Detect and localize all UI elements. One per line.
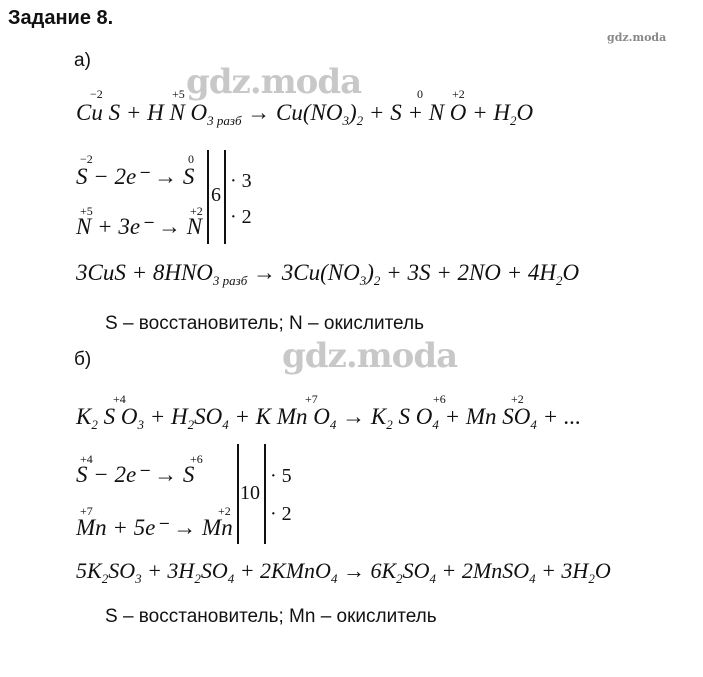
part-b-label: б) (74, 349, 92, 370)
watermark-small: gdz.moda (607, 31, 667, 44)
ox-state-n-product: +2 (452, 87, 465, 101)
bal-a-mult2: · 2 (230, 206, 252, 228)
ox-state-n: +5 (172, 87, 185, 101)
bal-a-lcm: 6 (211, 184, 221, 206)
ox-state-s-b: +4 (113, 392, 126, 406)
bal-a-mult1: · 3 (230, 170, 252, 192)
bal-b-line2: Mn + 5e⁻ → Mn (76, 515, 233, 540)
conclusion-b: S – восстановитель; Mn – окислитель (105, 606, 437, 627)
balance-a-divider-2 (224, 150, 226, 244)
bal-b-ox-mn1: +7 (80, 504, 93, 518)
bal-b-lcm: 10 (240, 482, 260, 504)
bal-b-ox-s2: +6 (190, 452, 203, 466)
final-equation-b: $5K_2SO_3 + 3H_2SO_4$ + 2KMnO$_4$ → $6K_2SO_4$ + 2MnSO$_4$ + $3H_2O$ (76, 558, 611, 586)
ox-state-mn: +7 (305, 392, 318, 406)
ox-state-s-product: 0 (417, 87, 423, 101)
bal-a-line2: N + 3e⁻ → N (76, 214, 203, 239)
bal-b-mult1: · 5 (270, 465, 292, 487)
watermark-big-b: gdz.moda (282, 336, 458, 376)
bal-a-line1: S − 2e⁻ → S (76, 164, 195, 189)
bal-a-ox-n1: +5 (80, 204, 93, 218)
final-equation-a: $3CuS + 8HNO_{3 разб} \to 3Cu(NO_3)_2 + 3S + 2NO + 4H_2O$ (76, 260, 580, 288)
bal-a-ox-s1: −2 (80, 152, 93, 166)
ox-state-s: −2 (90, 87, 103, 101)
conclusion-a: S – восстановитель; N – окислитель (105, 313, 424, 334)
bal-b-ox-s1: +4 (80, 452, 93, 466)
bal-b-ox-mn2: +2 (218, 504, 231, 518)
part-a-label: а) (74, 50, 91, 71)
task-title: Задание 8. (8, 7, 114, 29)
ox-state-mn-product: +2 (511, 392, 524, 406)
ox-state-s-b-product: +6 (433, 392, 446, 406)
bal-a-ox-n2: +2 (190, 204, 203, 218)
bal-b-mult2: · 2 (270, 503, 292, 525)
watermark-big-a: gdz.moda (186, 62, 362, 102)
balance-b-divider-2 (264, 444, 266, 544)
equation-a: Cu S + H N $O_{3 разб} \to Cu(NO_3)_2 + S + N$ $O + H_2O$ (76, 100, 534, 128)
balance-a-divider-1 (207, 150, 209, 244)
balance-b-divider-1 (237, 444, 239, 544)
equation-b: $K_2$ S $O_3 + H_2SO_4 + K$ Mn $O_4 \to K_2$ S $O_4 + Mn$ $SO_4$ + ... (76, 404, 582, 432)
bal-a-ox-s2: 0 (188, 152, 194, 166)
bal-b-line1: S − 2e⁻ → S (76, 462, 195, 487)
